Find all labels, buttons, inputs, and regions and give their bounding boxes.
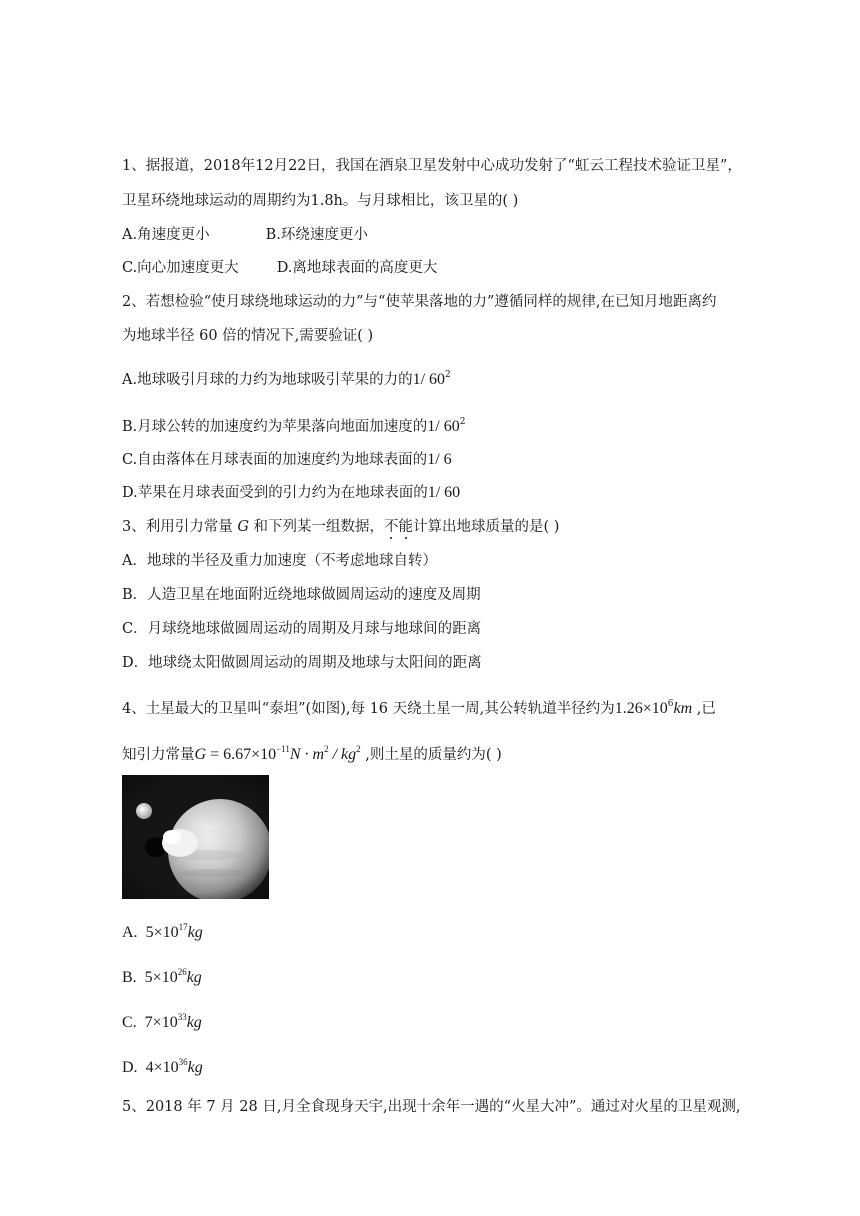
q4-stem-line2: [122, 740, 502, 764]
q3-emphasis-bu: 不: [384, 519, 399, 535]
q4-orbit-radius: 1.26×10: [614, 700, 668, 717]
q1-options-ab: [122, 226, 368, 244]
q5-stem-line1: 5、2018 年 7 月 28 日,月全食现身天宇,出现十余年一遇的“火星大冲”。通过对火星的卫星观测,: [122, 1099, 741, 1115]
q2-option-d: [122, 484, 460, 502]
q4-g-unit-kg: / kg: [328, 746, 357, 763]
saturn-titan-illustration: [122, 775, 269, 899]
q3-option-a: A．地球的半径及重力加速度（不考虑地球自转）: [122, 553, 437, 569]
q4-g-unit-exp1: 2: [324, 744, 329, 754]
q4-orbit-radius-exp: 6: [667, 699, 674, 709]
q4-option-d-exp: 36: [178, 1057, 188, 1067]
saturn-titan-figure: [122, 775, 269, 899]
q2-stem-line2: 为地球半径 60 倍的情况下,需要验证( ): [122, 328, 374, 344]
q2-stem-line1: 2、若想检验“使月球绕地球运动的力”与“使苹果落地的力”遵循同样的规律,在已知月地距离约: [122, 294, 717, 310]
q3-stem-mid: 和下列某一组数据，: [248, 519, 385, 535]
q1-options-cd: [122, 259, 437, 277]
q3-stem-var: G: [237, 519, 249, 535]
q1-option-b: B.环绕速度更小: [265, 227, 368, 243]
q4-option-c-base: 7×10: [144, 1014, 178, 1031]
q4-option-d: [122, 1053, 203, 1077]
q4-option-d-unit: kg: [187, 1059, 203, 1076]
q4-option-a-unit: kg: [187, 924, 203, 941]
q4-option-a-exp: 17: [178, 922, 188, 932]
q4-stem-line2-post: ,则土星的质量约为( ): [360, 747, 502, 763]
q4-stem-line1-pre: 4、土星最大的卫星叫“泰坦”(如图),每 16 天绕土星一周,其公转轨道半径约为: [122, 701, 615, 717]
q4-g-unit-exp2: 2: [356, 744, 361, 754]
q2-option-c-math: 1/ 6: [427, 451, 452, 468]
q4-g-symbol: G: [194, 746, 207, 763]
q4-option-d-label: D.: [122, 1059, 138, 1076]
q4-option-a-label: A.: [122, 924, 138, 941]
q4-g-unit-nm: N · m: [289, 746, 325, 763]
q3-stem-post: 计算出地球质量的是( ): [413, 519, 560, 535]
q4-option-c: [122, 1008, 202, 1032]
q2-option-c: [122, 451, 452, 469]
q4-option-b-label: B.: [122, 969, 137, 986]
q3-emphasis-neng: 能: [398, 519, 414, 535]
q2-option-a-math: 1/ 60: [412, 371, 446, 388]
q4-option-b-unit: kg: [186, 969, 202, 986]
q3-option-d: D．地球绕太阳做圆周运动的周期及地球与太阳间的距离: [122, 655, 482, 671]
q4-orbit-unit: km: [673, 700, 693, 717]
q4-g-exp: −11: [276, 744, 290, 754]
q1-stem-line1: 1、据报道，2018年12月22日，我国在酒泉卫星发射中心成功发射了“虹云工程技术验证卫星”，: [122, 158, 742, 174]
q2-option-a: [122, 366, 451, 389]
q2-option-a-text: A.地球吸引月球的力约为地球吸引苹果的力的: [122, 372, 413, 388]
q4-g-value: = 6.67×10: [206, 746, 277, 763]
q4-option-c-label: C.: [122, 1014, 137, 1031]
q3-option-c: C．月球绕地球做圆周运动的周期及月球与地球间的距离: [122, 621, 482, 637]
q1-stem-line2: 卫星环绕地球运动的周期约为1.8h。与月球相比，该卫星的( ): [122, 193, 519, 209]
q2-option-b-math: 1/ 60: [427, 418, 460, 435]
q2-option-d-text: D.苹果在月球表面受到的引力约为在地球表面的: [122, 485, 428, 501]
q4-option-c-exp: 33: [177, 1012, 187, 1022]
q2-option-b: [122, 413, 465, 436]
q2-option-b-exp: 2: [459, 417, 466, 427]
q1-option-a: A.角速度更小: [122, 227, 210, 243]
q4-option-b-exp: 26: [177, 967, 187, 977]
q4-option-b-base: 5×10: [144, 969, 178, 986]
q3-option-b: B．人造卫星在地面附近绕地球做圆周运动的速度及周期: [122, 587, 481, 603]
q2-option-c-text: C.自由落体在月球表面的加速度约为地球表面的: [122, 452, 428, 468]
q4-option-b: [122, 963, 202, 987]
q4-option-d-base: 4×10: [145, 1059, 179, 1076]
q1-option-d: D.离地球表面的高度更大: [276, 260, 438, 276]
q4-stem-line1: [122, 695, 716, 718]
q4-option-c-unit: kg: [186, 1014, 202, 1031]
q2-option-a-exp: 2: [445, 370, 451, 380]
q4-option-a-base: 5×10: [145, 924, 179, 941]
q2-option-d-math: 1/ 60: [427, 484, 461, 501]
q3-stem: [122, 518, 559, 536]
q2-option-b-text: B.月球公转的加速度约为苹果落向地面加速度的: [122, 419, 428, 435]
q3-stem-pre: 3、利用引力常量: [122, 519, 238, 535]
q1-option-c: C.向心加速度更大: [122, 260, 239, 276]
q4-stem-line1-post: ,已: [692, 701, 716, 717]
q4-option-a: [122, 918, 203, 942]
q4-stem-line2-pre: 知引力常量: [122, 747, 195, 763]
